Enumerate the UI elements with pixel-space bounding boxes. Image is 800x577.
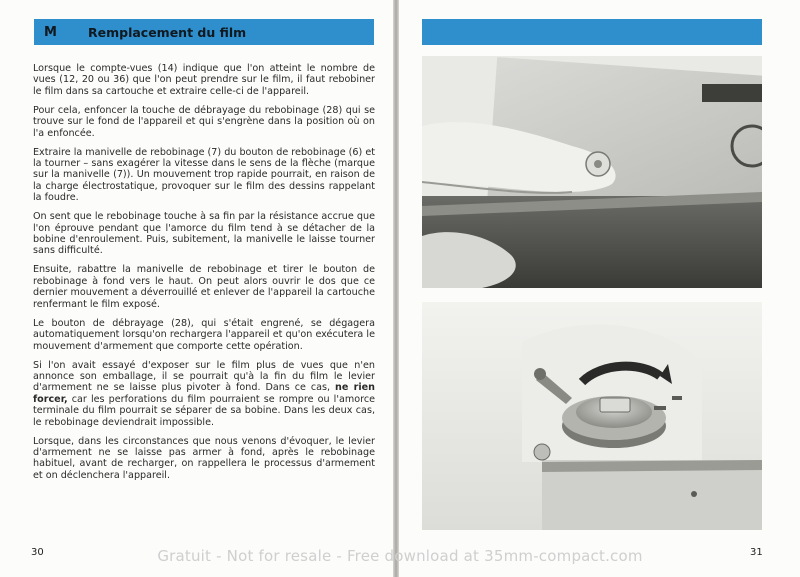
right-header-bar <box>422 19 762 45</box>
paragraph: Le bouton de débrayage (28), qui s'était engrené, se dégagera automatiquement lorsqu'on rechargera l'appareil et qu'on exécutera le mouvement d'armement que comporte cette opération. <box>33 317 375 352</box>
paragraph: Pour cela, enfoncer la touche de débrayage du rebobinage (28) qui se trouve sur le fond de l'appareil et qui s'engrène dans la position où on l'a enfoncée. <box>33 104 375 139</box>
paragraph: Lorsque le compte-vues (14) indique que l'on atteint le nombre de vues (12, 20 ou 36) que l'on peut prendre sur le film, il faut rebobiner le film dans sa cartouche et extraire celle-ci de l'appareil. <box>33 63 375 97</box>
rewind-crank-photo <box>422 302 762 530</box>
warning-text-end: car les perforations du film pourraient se rompre ou l'amorce terminale du film pourrait se séparer de sa bobine. Dans les deux cas, le rebobinage deviendrait impossible. <box>33 393 375 428</box>
rewind-button-photo <box>422 56 762 288</box>
warning-text-start: Si l'on avait essayé d'exposer sur le film plus de vues que n'en annonce son emballage, il se pourrait qu'à la fin du film le levier d'armement ne se laisse plus pivoter à fond. Dans ce cas, <box>33 359 375 394</box>
paragraph: Extraire la manivelle de rebobinage (7) du bouton de rebobinage (6) et la tourner – sans exagérer la vitesse dans le sens de la flèche (marque sur la manivelle (7)). Un mouvement trop rapide pourrait, en raison de la charge électrostatique, provoquer sur le film des dessins rappelant la foudre. <box>33 146 375 204</box>
warning-emphasis: ne rien forcer, <box>33 382 375 405</box>
paragraph: Ensuite, rabattre la manivelle de rebobinage et tirer le bouton de rebobinage à fond vers le haut. On peut alors ouvrir le dos que ce dernier mouvement a déverrouillé et enlever de l'appareil la cartouche renfermant le film exposé. <box>33 264 375 310</box>
book-gutter <box>393 0 399 577</box>
page-number-right: 31 <box>750 547 763 558</box>
paragraph: On sent que le rebobinage touche à sa fin par la résistance accrue que l'on éprouve pendant que l'amorce du film tend à se détacher de la bobine d'enroulement. Puis, subitement, la manivelle le laisse tourner sans difficulté. <box>33 211 375 257</box>
instructions-text <box>33 63 375 489</box>
page-number-left: 30 <box>31 547 44 558</box>
paragraph: Lorsque, dans les circonstances que nous venons d'évoquer, le levier d'armement ne se laisse pas armer à fond, après le rebobinage habituel, avant de recharger, on rappellera le processus d'armement et on déclenchera l'appareil. <box>33 435 375 481</box>
watermark-footer: Gratuit - Not for resale - Free download at 35mm-compact.com <box>157 547 643 565</box>
rewind-crank-illustration <box>422 302 762 530</box>
section-letter: M <box>44 24 57 40</box>
section-title: Remplacement du film <box>88 24 247 40</box>
camera-bottom-illustration <box>422 56 762 288</box>
paragraph-warning <box>33 360 375 428</box>
section-header <box>34 19 374 45</box>
